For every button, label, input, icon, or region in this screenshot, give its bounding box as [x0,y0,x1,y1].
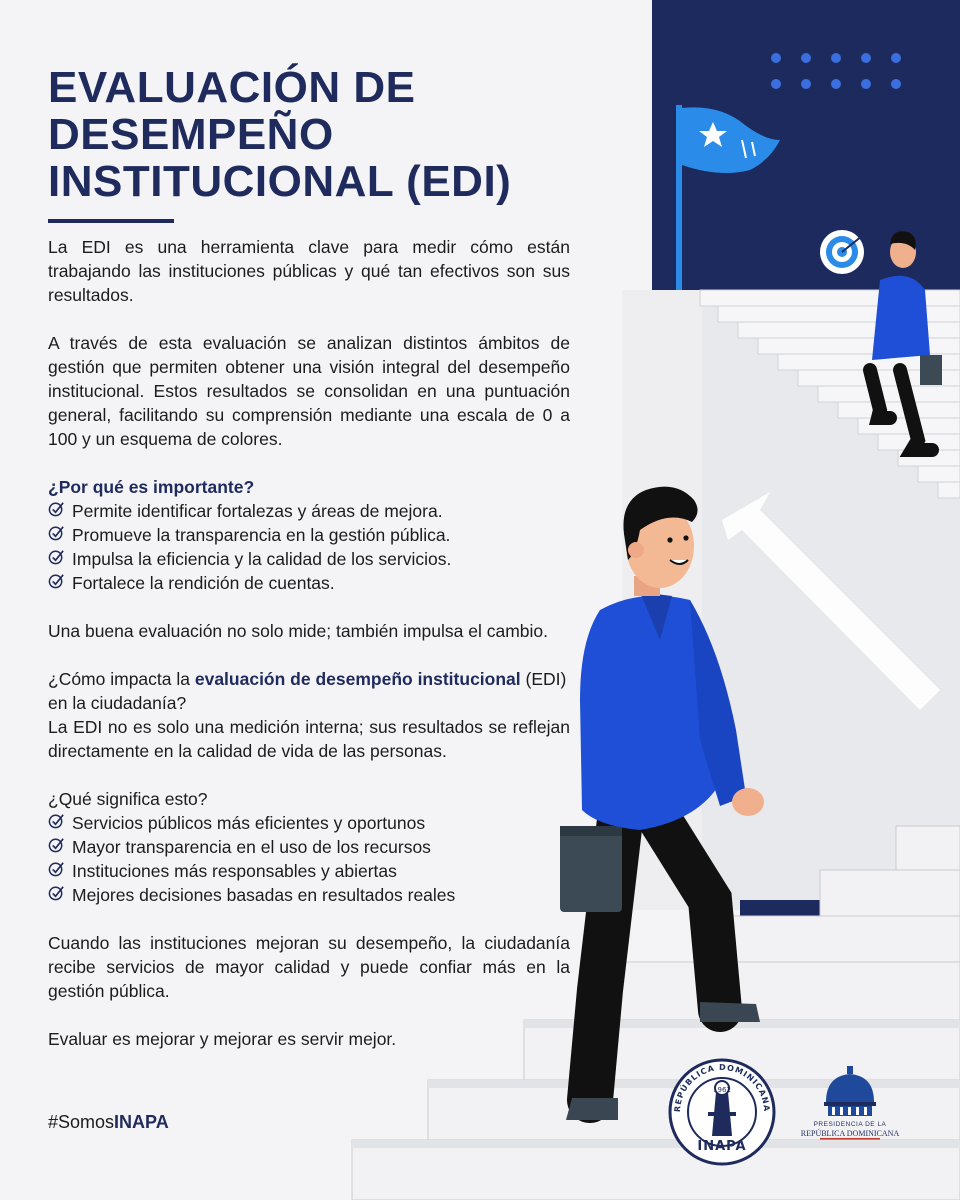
check-circle-icon [48,499,66,523]
inapa-seal [670,1060,774,1164]
title-underline [48,219,174,223]
importance-list [48,499,570,595]
importance-heading: ¿Por qué es importante? [48,477,255,497]
check-circle-icon [48,835,66,859]
list-item [48,499,570,523]
list-item-text: Impulsa la eficiencia y la calidad de los servicios. [72,549,452,569]
impact-heading-post: (EDI) en la ciudadanía? [48,669,567,713]
inapa-seal-name: INAPA [697,1139,747,1154]
title-line-1: EVALUACIÓN DE [48,63,416,112]
meaning-list [48,811,570,907]
list-item [48,523,570,547]
check-circle-icon [48,571,66,595]
meaning-heading: ¿Qué significa esto? [48,789,208,809]
page-title [48,64,570,205]
list-item-text: Mayor transparencia en el uso de los recursos [72,837,431,857]
list-item-text: Instituciones más responsables y abiertas [72,861,397,881]
impulse-paragraph: Una buena evaluación no solo mide; también impulsa el cambio. [48,621,549,641]
intro-paragraph: La EDI es una herramienta clave para medir cómo están trabajando las instituciones públicas y qué tan efectivos son sus resultados. [48,237,570,305]
impact-heading [48,667,570,715]
closing-line: Evaluar es mejorar y mejorar es servir mejor. [48,1029,397,1049]
check-circle-icon [48,523,66,547]
list-item-text: Promueve la transparencia en la gestión pública. [72,525,451,545]
inapa-seal-year: 1962 [713,1086,731,1094]
impact-heading-bold: evaluación de desempeño institucional [194,669,521,689]
list-item [48,835,570,859]
list-item [48,811,570,835]
hashtag [48,1112,169,1133]
list-item [48,883,570,907]
check-circle-icon [48,811,66,835]
presidencia-line1: PRESIDENCIA DE LA [813,1121,887,1128]
list-item [48,547,570,571]
list-item-text: Permite identificar fortalezas y áreas de mejora. [72,501,443,521]
list-item-text: Fortalece la rendición de cuentas. [72,573,335,593]
list-item-text: Servicios públicos más eficientes y oportunos [72,813,426,833]
methodology-paragraph: A través de esta evaluación se analizan distintos ámbitos de gestión que permiten obtener una visión integral del desempeño institucional. Estos resultados se consolidan en una puntuación general, facilitando su comprensión mediante una escala de 0 a 100 y un esquema de colores. [48,333,570,449]
hashtag-bold: INAPA [114,1112,169,1132]
conclusion-paragraph: Cuando las instituciones mejoran su desempeño, la ciudadanía recibe servicios de mayor calidad y puede confiar más en la gestión pública. [48,933,570,1001]
check-circle-icon [48,547,66,571]
impact-body: La EDI no es solo una medición interna; sus resultados se reflejan directamente en la calidad de vida de las personas. [48,717,570,761]
main-content [48,64,570,1051]
check-circle-icon [48,859,66,883]
presidencia-line2: REPÚBLICA DOMINICANA [800,1129,900,1138]
title-line-2: DESEMPEÑO [48,110,334,159]
hashtag-prefix: #Somos [48,1112,115,1132]
title-line-3: INSTITUCIONAL (EDI) [48,157,512,206]
list-item [48,571,570,595]
list-item [48,859,570,883]
check-circle-icon [48,883,66,907]
list-item-text: Mejores decisiones basadas en resultados reales [72,885,456,905]
inapa-seal-arc-text: REPÚBLICA DOMINICANA [672,1062,772,1113]
impact-heading-pre: ¿Cómo impacta la [48,669,195,689]
